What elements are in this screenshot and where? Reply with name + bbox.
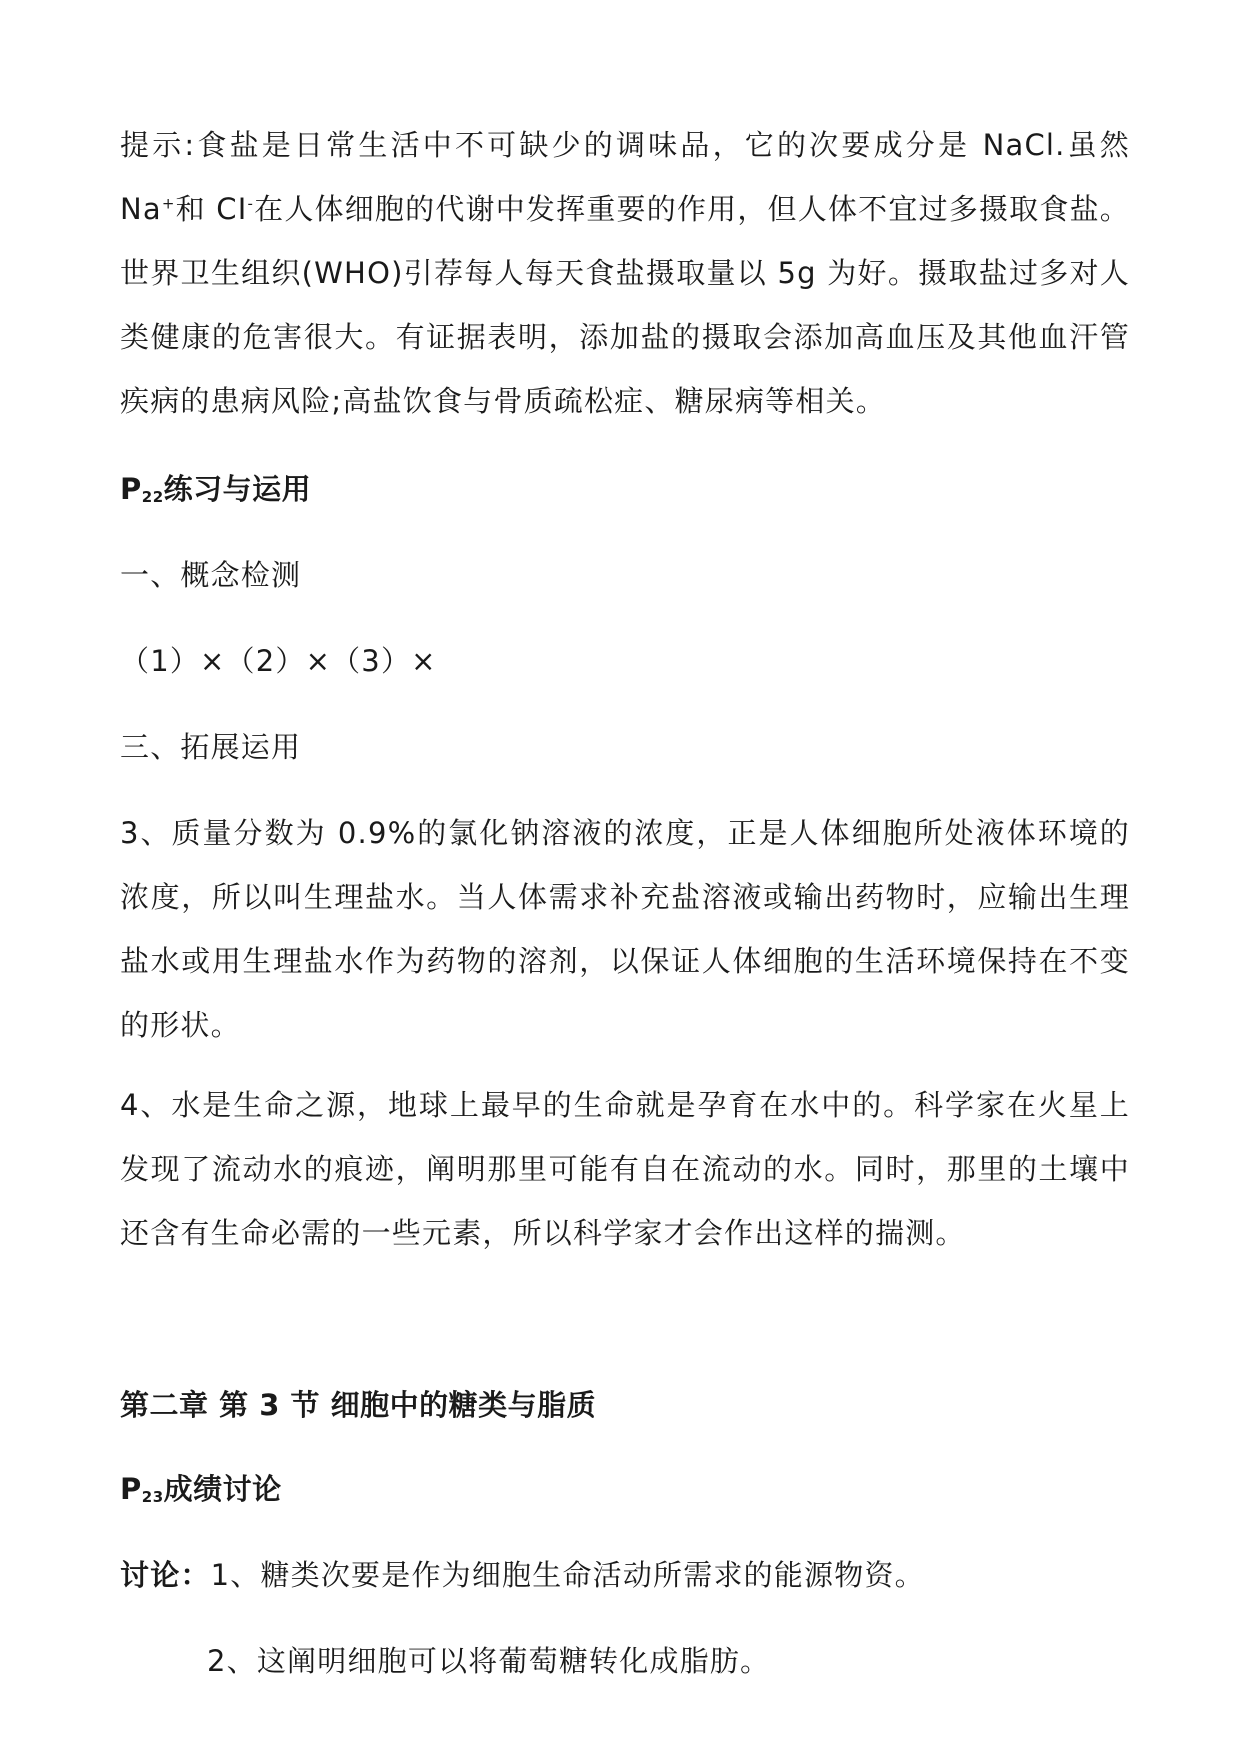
hint-text-b: 在人体细胞的代谢中发挥重要的作用，但人体不宜过多摄取食盐。世界卫生组织(WHO)引荐每人每天食盐摄取量以 5g 为好。摄取盐过多对人类健康的危害很大。有证据表明，添加盐的摄取会添加高血压及其他血汗管疾病的患病风险;高盐饮食与骨质疏松症、糖尿病等相关。 — [120, 192, 1130, 418]
extend-application-label: 三、拓展运用 — [120, 730, 302, 764]
discussion-item-1-text: 1、糖类次要是作为细胞生命活动所需求的能源物资。 — [210, 1558, 925, 1592]
sodium-charge: + — [161, 194, 176, 213]
answer-item-3: 3、质量分数为 0.9%的氯化钠溶液的浓度，正是人体细胞所处液体环境的浓度，所以叫生理盐水。当人体需求补充盐溶液或输出药物时，应输出生理盐水或用生理盐水作为药物的溶剂，以保证人体细胞的生活环境保持在不变的形状。 — [120, 816, 1130, 1042]
answer-item-4: 4、水是生命之源，地球上最早的生命就是孕育在水中的。科学家在火星上发现了流动水的痕迹，阐明那里可能有自在流动的水。同时，那里的土壤中还含有生命必需的一些元素，所以科学家才会作出这样的揣测。 — [120, 1088, 1130, 1250]
section-heading-discussion — [120, 1457, 1130, 1521]
section2-heading-p: P — [120, 1472, 142, 1506]
document-content — [120, 113, 1130, 1693]
section-heading-exercise — [120, 457, 1130, 521]
hint-paragraph — [120, 113, 1130, 433]
hint-text-line1: 提示:食盐是日常生活中不可缺少的调味品，它的次要成分是 NaCl.虽然 Na — [120, 128, 1130, 226]
section-heading-title: 练习与运用 — [163, 472, 312, 506]
discussion-item-2: 2、这阐明细胞可以将葡萄糖转化成脂肪。 — [207, 1644, 771, 1678]
section-heading-page-number: 22 — [141, 488, 164, 506]
chapter-title: 第二章 第 3 节 细胞中的糖类与脂质 — [120, 1388, 597, 1422]
section2-heading-page-number: 23 — [141, 1488, 164, 1506]
hint-text-a: 和 CI — [175, 192, 248, 226]
concept-check-label: 一、概念检测 — [120, 558, 302, 592]
section2-heading-title: 成绩讨论 — [163, 1472, 282, 1506]
section-heading-p: P — [120, 472, 142, 506]
concept-check-answers: （1）×（2）×（3）× — [120, 644, 437, 678]
discussion-item-1 — [120, 1543, 1130, 1607]
chloride-charge: - — [247, 194, 255, 213]
discussion-label: 讨论： — [120, 1558, 211, 1592]
